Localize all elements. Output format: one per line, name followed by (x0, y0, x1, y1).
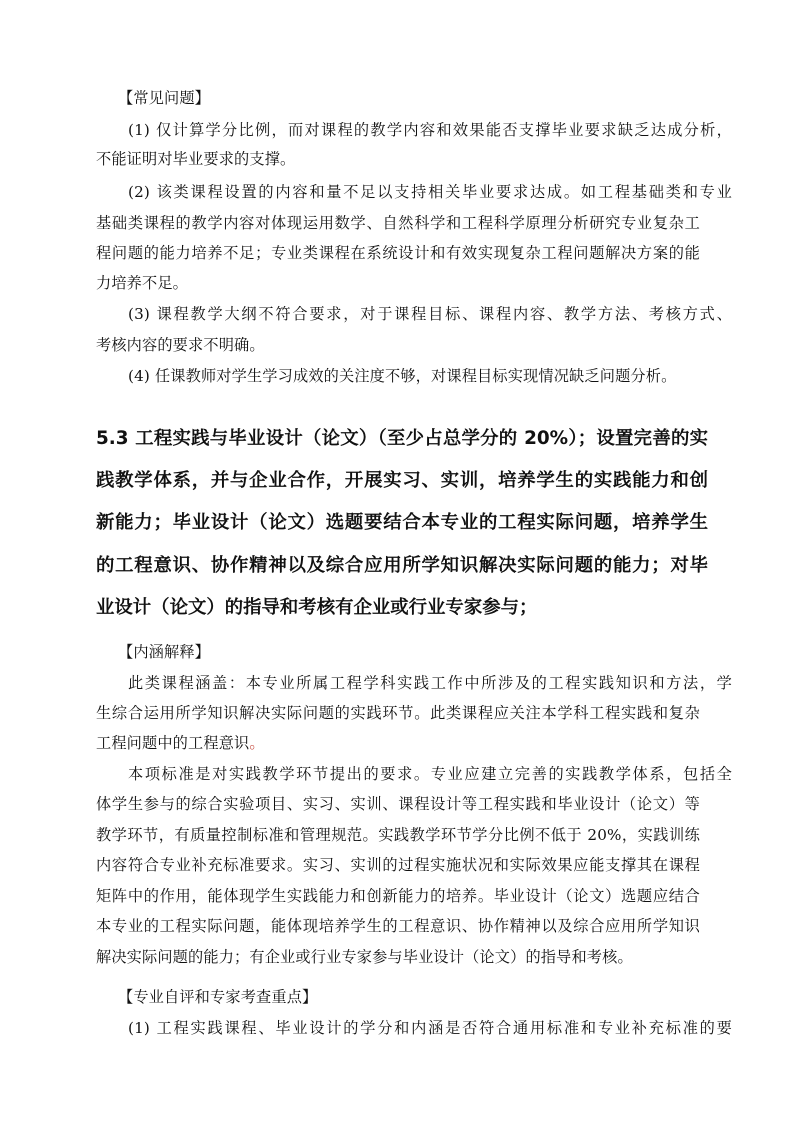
problem-4-line-1: (4) 任课教师对学生学习成效的关注度不够，对课程目标实现情况缺乏问题分析。 (128, 367, 677, 385)
explanation-p1-red-mark: 。 (249, 734, 265, 752)
explanation-p2-line-2: 体学生参与的综合实验项目、实习、实训、课程设计等工程实践和毕业设计（论文）等 (96, 795, 700, 813)
standard-5-3-line-4: 的工程意识、协作精神以及综合应用所学知识解决实际问题的能力；对毕 (96, 555, 708, 576)
problem-2-line-1: (2) 该类课程设置的内容和量不足以支持相关毕业要求达成。如工程基础类和专业 (128, 183, 732, 201)
explanation-p2-line-5: 矩阵中的作用，能体现学生实践能力和创新能力的培养。毕业设计（论文）选题应结合 (96, 887, 700, 905)
explanation-p2-line-4: 内容符合专业补充标准要求。实习、实训的过程实施状况和实际效果应能支撑其在课程 (96, 856, 700, 874)
problem-3-line-1: (3) 课程教学大纲不符合要求，对于课程目标、课程内容、教学方法、考核方式、 (128, 305, 732, 323)
explanation-p1-line-2: 生综合运用所学知识解决实际问题的实践环节。此类课程应关注本学科工程实践和复杂 (96, 704, 700, 722)
problem-1-line-2: 不能证明对毕业要求的支撑。 (96, 150, 296, 168)
heading-review-points: 【专业自评和专家考查重点】 (118, 988, 318, 1006)
problem-2-line-2: 基础类课程的教学内容对体现运用数学、自然科学和工程科学原理分析研究专业复杂工 (96, 214, 700, 232)
problem-3-line-2: 考核内容的要求不明确。 (96, 336, 265, 354)
explanation-p1-line-3-text: 工程问题中的工程意识 (96, 734, 250, 752)
problem-2-line-3: 程问题的能力培养不足；专业类课程在系统设计和有效实现复杂工程问题解决方案的能 (96, 244, 700, 262)
standard-5-3-line-2: 践教学体系，并与企业合作，开展实习、实训，培养学生的实践能力和创 (96, 470, 708, 491)
heading-common-problems: 【常见问题】 (118, 89, 211, 107)
heading-explanation: 【内涵解释】 (118, 643, 211, 661)
explanation-p2-line-1: 本项标准是对实践教学环节提出的要求。专业应建立完善的实践教学体系，包括全 (128, 765, 732, 783)
explanation-p2-line-3: 教学环节，有质量控制标准和管理规范。实践教学环节学分比例不低于 20%，实践训练 (96, 826, 700, 844)
explanation-p1-line-3 (96, 731, 700, 755)
problem-1-line-1: (1) 仅计算学分比例，而对课程的教学内容和效果能否支撑毕业要求缺乏达成分析， (128, 121, 732, 139)
standard-5-3-line-5: 业设计（论文）的指导和考核有企业或行业专家参与； (96, 597, 538, 618)
problem-2-line-4: 力培养不足。 (96, 274, 189, 292)
explanation-p2-line-7: 解决实际问题的能力；有企业或行业专家参与毕业设计（论文）的指导和考核。 (96, 948, 633, 966)
explanation-p1-line-1: 此类课程涵盖：本专业所属工程学科实践工作中所涉及的工程实践知识和方法，学 (128, 674, 732, 692)
explanation-p2-line-6: 本专业的工程实际问题，能体现培养学生的工程意识、协作精神以及综合应用所学知识 (96, 917, 700, 935)
standard-5-3-line-1: 5.3 工程实践与毕业设计（论文）（至少占总学分的 20%）；设置完善的实 (96, 428, 708, 449)
review-point-1-line-1: (1) 工程实践课程、毕业设计的学分和内涵是否符合通用标准和专业补充标准的要 (128, 1019, 732, 1037)
standard-5-3-line-3: 新能力；毕业设计（论文）选题要结合本专业的工程实际问题，培养学生 (96, 512, 708, 533)
